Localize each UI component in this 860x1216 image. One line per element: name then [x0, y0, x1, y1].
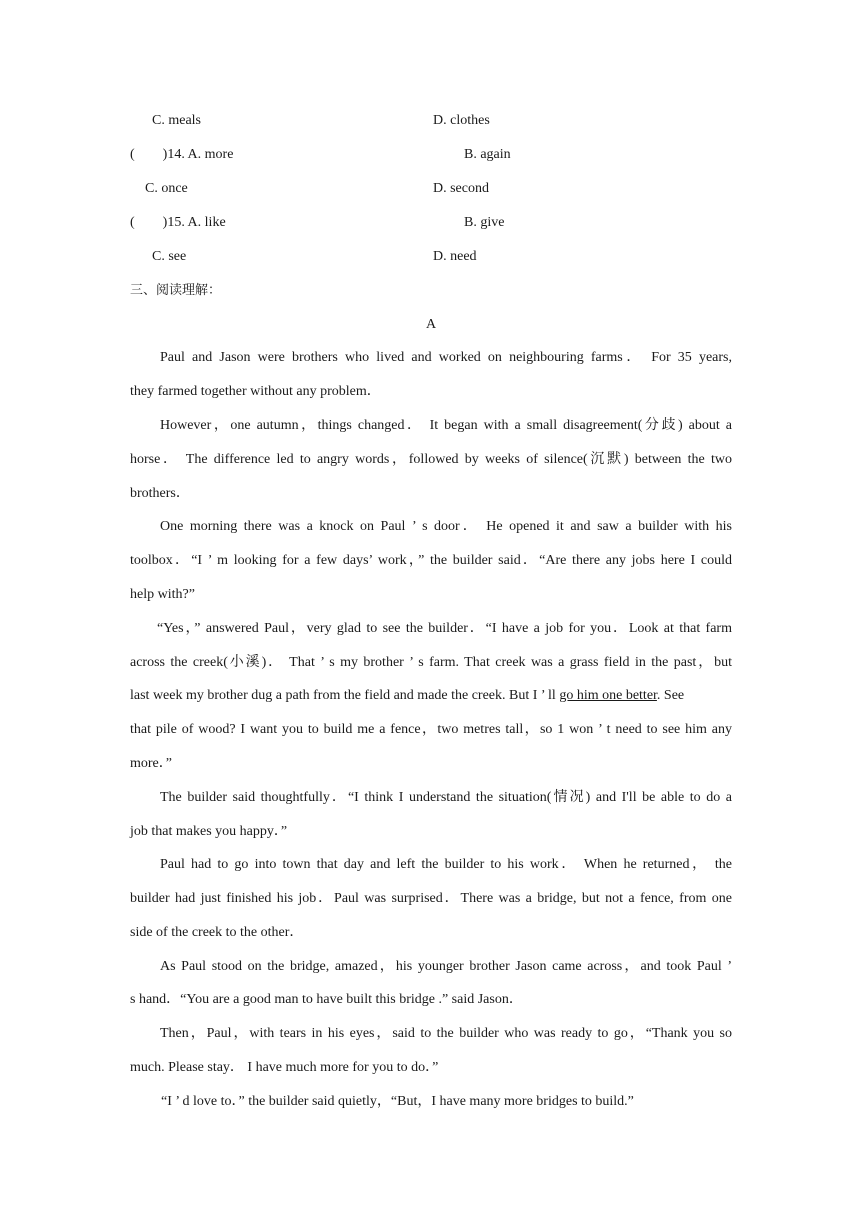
passage-line: As Paul stood on the bridge, amazed，his younger brother Jason came across，and took Paul ’: [160, 959, 732, 974]
passage-line: much. Please stay． I have much more for you to do．”: [130, 1060, 439, 1075]
passage-line: However，one autumn，things changed． It began with a small disagreement(分歧) about a: [160, 418, 732, 433]
passage-line: help with?”: [130, 587, 195, 602]
option-b-q15: B. give: [464, 215, 505, 230]
passage-line: Paul had to go into town that day and left the builder to his work． When he returned， the: [160, 857, 732, 872]
passage-line: job that makes you happy．”: [130, 824, 288, 839]
option-c-q14: C. once: [145, 181, 188, 196]
passage-line: side of the creek to the other．: [130, 925, 304, 940]
passage-text: last week my brother dug a path from the field and made the creek. But I ’ ll: [130, 688, 560, 703]
passage-line: “Yes，” answered Paul，very glad to see the builder．“I have a job for you．Look at that farm: [157, 621, 732, 636]
passage-line: [130, 686, 732, 706]
passage-line: that pile of wood? I want you to build me a fence，two metres tall，so 1 won ’ t need to see him any: [130, 722, 732, 737]
underlined-phrase: go him one better: [559, 688, 657, 703]
passage-line: they farmed together without any problem．: [130, 384, 381, 399]
passage-line: brothers．: [130, 486, 190, 501]
option-d-q14: D. second: [433, 181, 489, 196]
passage-line: One morning there was a knock on Paul ’ s door． He opened it and saw a builder with his: [160, 519, 732, 534]
option-d-q13: D. clothes: [433, 113, 490, 128]
passage-line: across the creek(小溪)． That ’ s my brother ’ s farm. That creek was a grass field in the past，but: [130, 655, 732, 670]
passage-line: toolbox．“I ’ m looking for a few days’ work，” the builder said．“Are there any jobs here I could: [130, 553, 732, 568]
passage-line: builder had just finished his job．Paul was surprised．There was a bridge, but not a fence, from one: [130, 891, 732, 906]
passage-line: s hand．“You are a good man to have built this bridge .” said Jason．: [130, 992, 523, 1007]
passage-line: “I ’ d love to．” the builder said quietly，“But，I have many more bridges to build.”: [161, 1094, 634, 1109]
passage-line: Paul and Jason were brothers who lived and worked on neighbouring farms． For 35 years,: [160, 350, 732, 365]
option-c-q13: C. meals: [152, 113, 201, 128]
option-c-q15: C. see: [152, 249, 187, 264]
question-14-option-a: ( )14. A. more: [130, 147, 234, 162]
passage-text: . See: [656, 688, 685, 703]
section-title: 三、阅读理解：: [130, 283, 222, 298]
question-15-option-a: ( )15. A. like: [130, 215, 226, 230]
option-b-q14: B. again: [464, 147, 511, 162]
option-d-q15: D. need: [433, 249, 477, 264]
passage-line: Then，Paul，with tears in his eyes，said to the builder who was ready to go，“Thank you so: [160, 1026, 732, 1041]
passage-label: A: [425, 317, 437, 332]
passage-line: more．”: [130, 756, 172, 771]
passage-line: horse． The difference led to angry words，followed by weeks of silence(沉默) between the two: [130, 452, 732, 467]
passage-line: The builder said thoughtfully．“I think I understand the situation(情况) and I'll be able to do a: [160, 790, 732, 805]
